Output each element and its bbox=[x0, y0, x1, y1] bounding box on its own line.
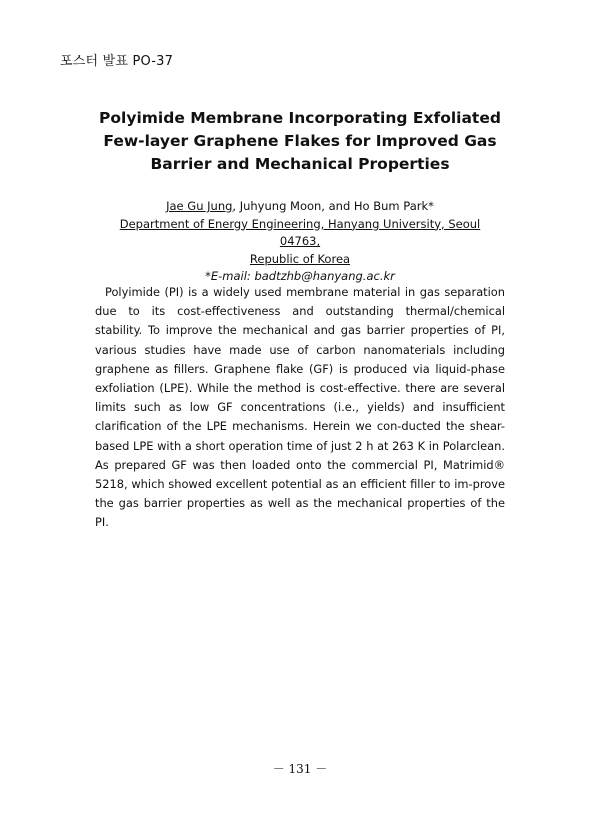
presenting-author: Jae Gu Jung bbox=[166, 199, 233, 213]
email-address: badtzhb@hanyang.ac.kr bbox=[254, 269, 395, 283]
session-label: 포스터 발표 PO-37 bbox=[60, 54, 174, 69]
author-line bbox=[100, 198, 500, 216]
affiliation-line-1: Department of Energy Engineering, Hanyang University, Seoul 04763, bbox=[119, 216, 481, 248]
author-block bbox=[100, 198, 500, 286]
abstract-text: Polyimide (PI) is a widely used membrane material in gas separation due to its cost-effectiveness and outstanding thermal/chemical stability. To improve the mechanical and gas barrier properties of PI, various studies have made use of carbon nanomaterials including graphene as fillers. Graphene flake (GF) is produced via liquid-phase exfoliation (LPE). While the method is cost-effective. there are several limits such as low GF concentrations (i.e., yields) and insufficient clarification of the LPE mechanisms. Herein we con-ducted the shear-based LPE with a short operation time of just 2 h at 263 K in Polarclean. As prepared GF was then loaded onto the commercial PI, Matrimid® 5218, which showed excellent potential as an efficient filler to im-prove the gas barrier properties as well as the mechanical properties of the PI. bbox=[95, 285, 505, 530]
page-number: － 131 － bbox=[272, 762, 328, 776]
paper-title: Polyimide Membrane Incorporating Exfoliated Few-layer Graphene Flakes for Improved Gas Barrier and Mechanical Properties bbox=[99, 109, 501, 173]
email-prefix: *E-mail: bbox=[205, 269, 251, 283]
affiliation-line-2: Republic of Korea bbox=[249, 251, 351, 266]
co-authors: , Juhyung Moon, and Ho Bum Park* bbox=[232, 199, 434, 213]
